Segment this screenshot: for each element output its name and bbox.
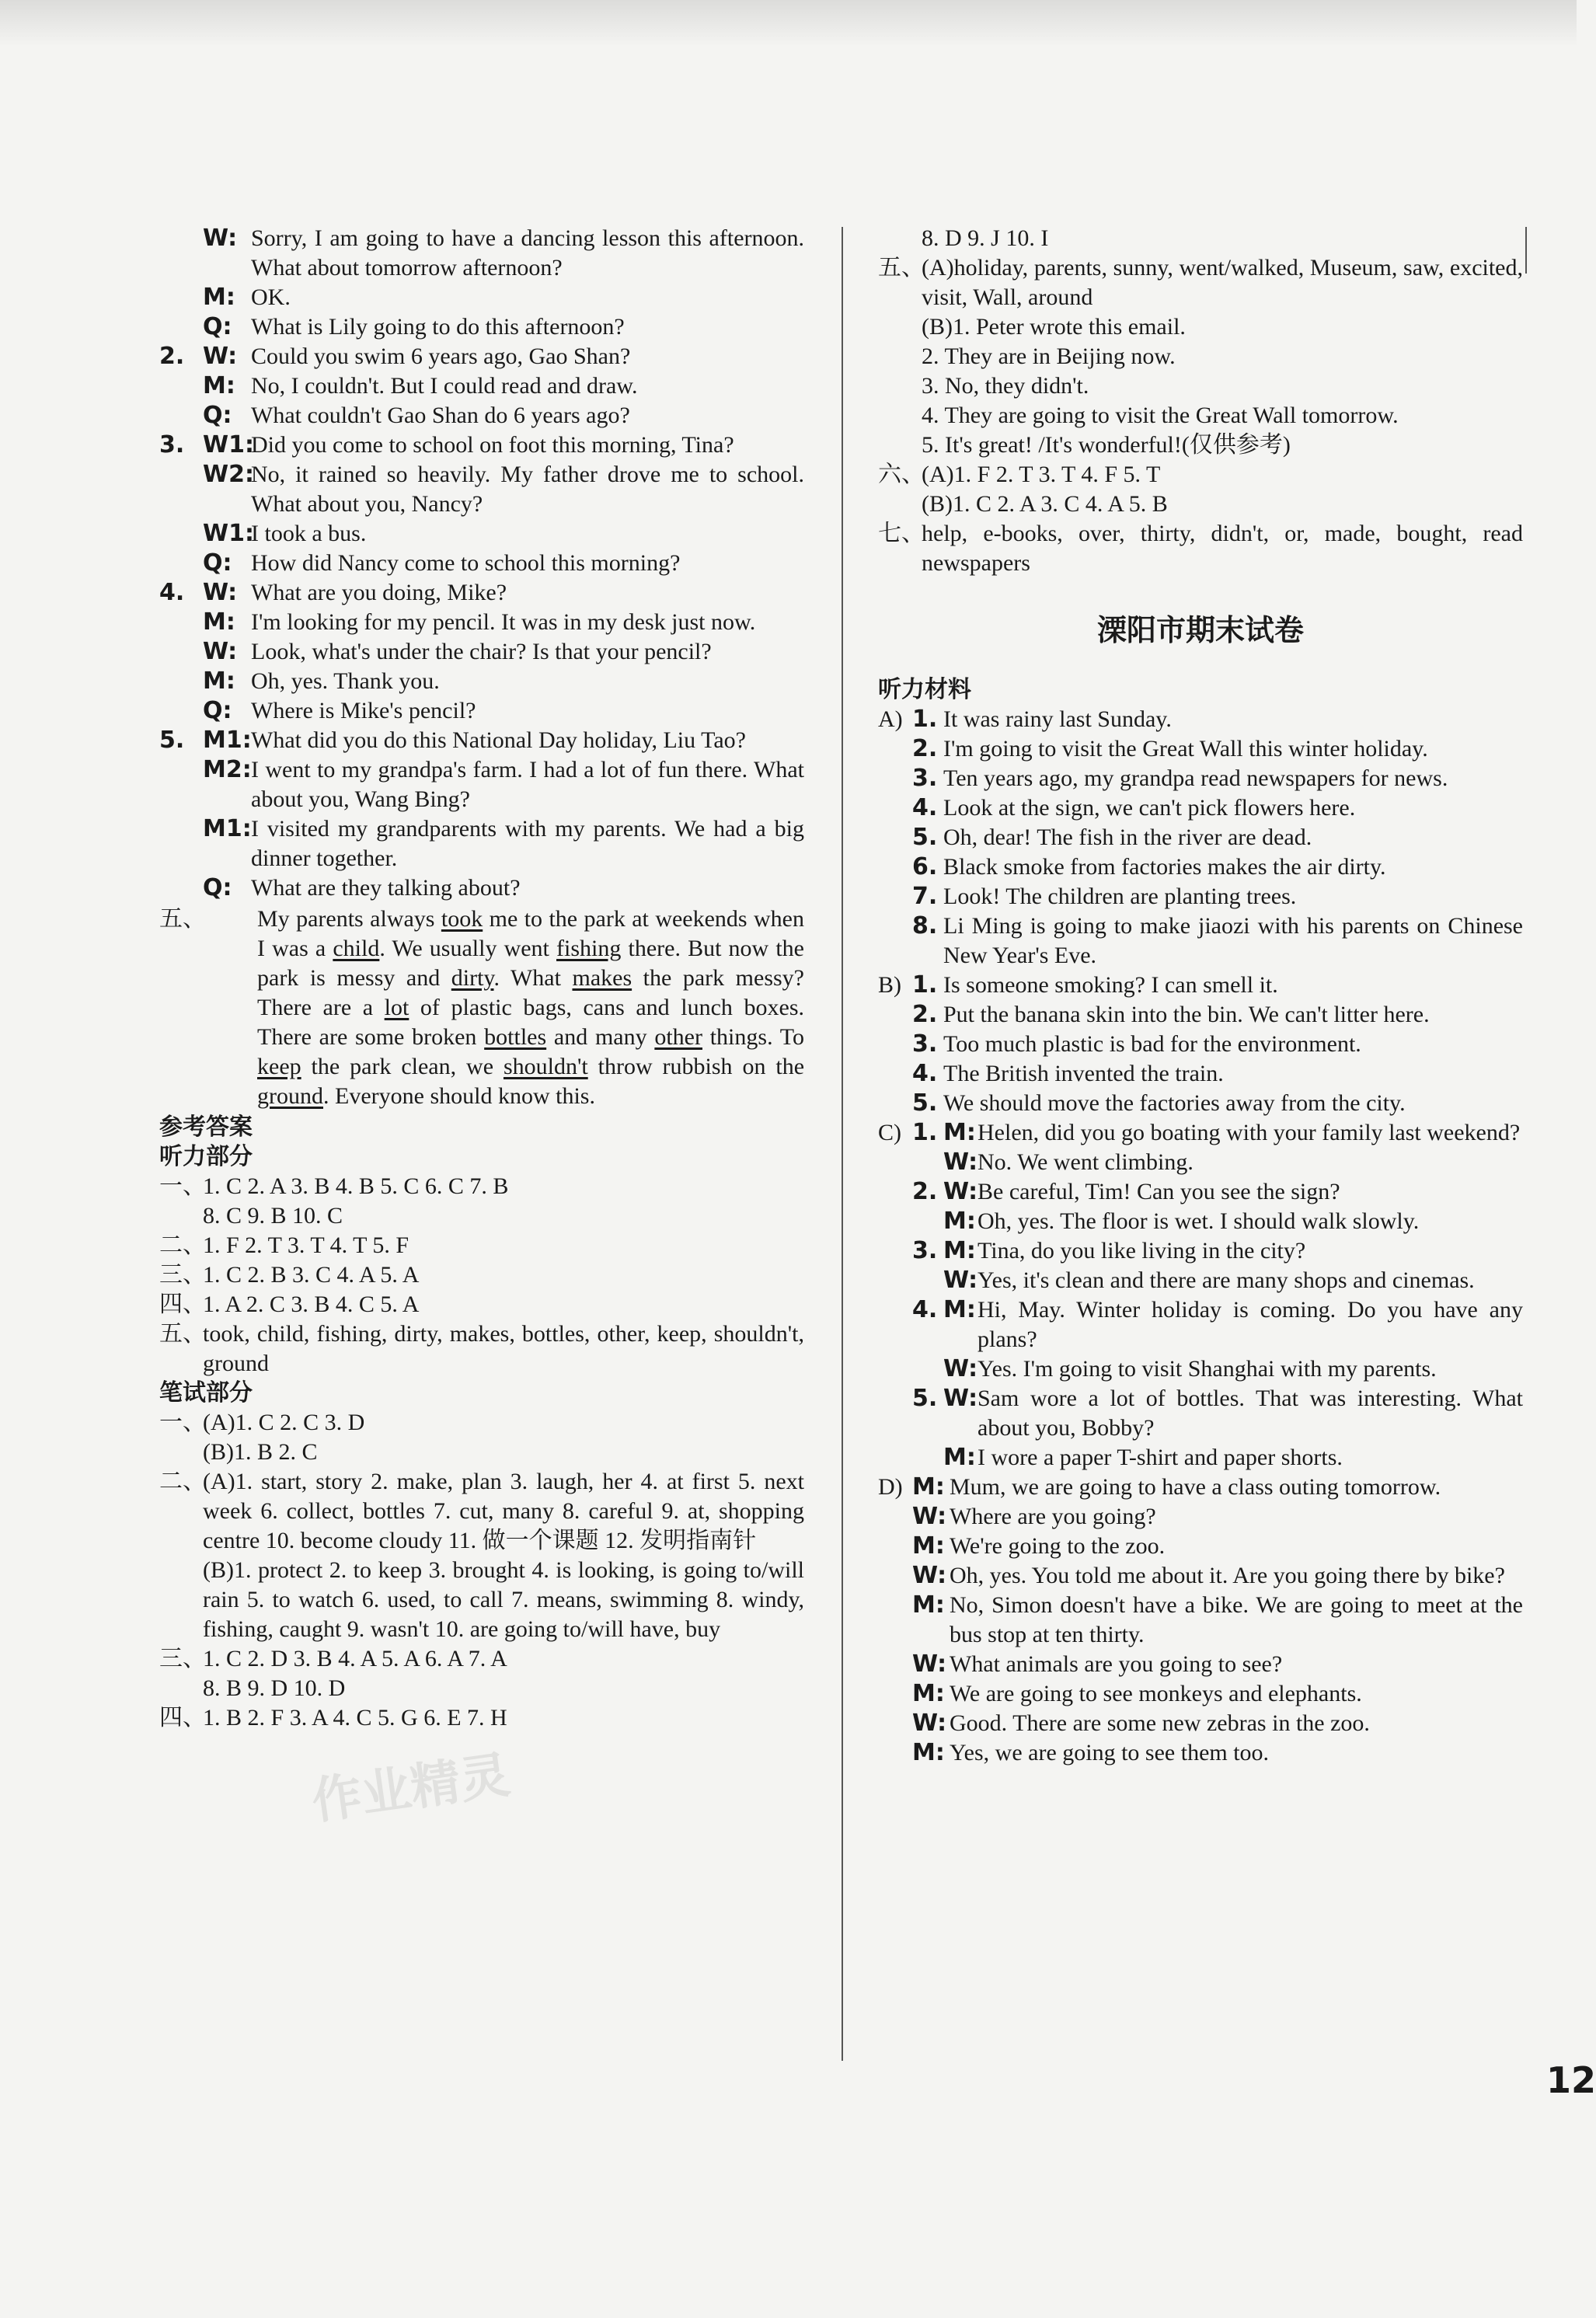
answer-line (878, 519, 1523, 578)
sentence-line (878, 734, 1523, 764)
item-number: 7. (912, 883, 938, 910)
item-number: 1. (912, 706, 938, 733)
sentence-line (878, 1059, 1523, 1089)
item-number: 5. (912, 1385, 938, 1412)
item-number: 1. (912, 971, 938, 999)
dialogue-line (159, 755, 804, 814)
section-title: 溧阳市期末试卷 (1096, 613, 1304, 647)
line-text: 8. B 9. D 10. D (203, 1675, 346, 1701)
item-number: 3. (912, 1030, 938, 1058)
passage-segment: . Everyone should know this. (323, 1083, 595, 1109)
passage-label: 五、 (159, 906, 206, 932)
line-text: No, I couldn't. But I could read and draw. (251, 373, 638, 399)
line-text: I visited my grandparents with my parents. We had a big dinner together. (251, 816, 804, 871)
line-text: What is Lily going to do this afternoon? (251, 314, 625, 340)
listening-dialogues-continued (159, 224, 804, 903)
page-top-shadow (0, 0, 1577, 47)
page-number: 12 (1546, 2059, 1596, 2101)
line-text: Look, what's under the chair? Is that your pencil? (251, 639, 712, 664)
speaker-label: W: (203, 225, 238, 252)
item-number: 4. (912, 1296, 938, 1323)
speaker-label: Q: (203, 402, 232, 429)
passage-segment: the park messy? There are a (257, 965, 804, 1020)
line-text: Good. There are some new zebras in the zoo. (950, 1710, 1370, 1736)
answer-line (878, 371, 1523, 401)
line-text: (B)1. B 2. C (203, 1439, 318, 1465)
line-text: Oh, yes. You told me about it. Are you going there by bike? (950, 1563, 1505, 1588)
sentence-line (878, 882, 1523, 912)
speaker-label: W1: (203, 520, 254, 547)
dialogue-line (878, 1679, 1523, 1709)
sentence-line (878, 1030, 1523, 1059)
line-text: Oh, dear! The fish in the river are dead. (943, 824, 1312, 850)
listening-part-title: 听力部分 (159, 1143, 253, 1170)
line-text: 8. D 9. J 10. I (922, 225, 1049, 251)
speaker-label: W: (943, 1385, 978, 1412)
sentence-line (878, 912, 1523, 971)
dialogue-line (159, 726, 804, 755)
line-text: Helen, did you go boating with your family last weekend? (977, 1120, 1521, 1145)
dialogue-line (878, 1443, 1523, 1473)
dialogue-line (878, 1561, 1523, 1591)
item-number: 1. (912, 1119, 938, 1146)
dialogue-line (878, 1177, 1523, 1207)
question-group-label: 六、 (878, 462, 925, 487)
answers-title: 参考答案 (159, 1114, 253, 1141)
line-text: We should move the factories away from the city. (943, 1090, 1406, 1116)
line-text: We're going to the zoo. (950, 1533, 1166, 1559)
item-number: 3. (159, 431, 185, 458)
answer-line (159, 1260, 804, 1290)
answer-line (159, 1644, 804, 1674)
item-number: 5. (912, 1089, 938, 1117)
question-group-label: 五、 (878, 255, 925, 281)
item-number: 6. (912, 853, 938, 880)
answers-continued (878, 224, 1523, 578)
line-text: (B)1. C 2. A 3. C 4. A 5. B (922, 491, 1168, 517)
speaker-label: W: (943, 1178, 978, 1205)
line-text: Too much plastic is bad for the environment. (943, 1031, 1361, 1057)
line-text: What animals are you going to see? (950, 1651, 1283, 1677)
question-group-label: 一、 (159, 1410, 206, 1435)
dialogue-line (159, 873, 804, 903)
answer-line (878, 430, 1523, 460)
item-number: 4. (912, 1060, 938, 1087)
speaker-label: M: (912, 1591, 945, 1619)
line-text: Black smoke from factories makes the air dirty. (943, 854, 1386, 880)
item-number: 2. (912, 1001, 938, 1028)
item-number: 5. (159, 727, 185, 754)
speaker-label: W: (943, 1355, 978, 1382)
part-label: D) (878, 1474, 903, 1500)
dialogue-line (159, 342, 804, 371)
dialogue-line (159, 371, 804, 401)
answer-word: makes (572, 965, 632, 991)
sentence-line (878, 705, 1523, 734)
listening-answers (159, 1172, 804, 1379)
line-text: I wore a paper T-shirt and paper shorts. (977, 1445, 1343, 1470)
answer-line (159, 1467, 804, 1556)
answer-line (878, 460, 1523, 490)
speaker-label: W: (912, 1562, 947, 1589)
speaker-label: M2: (203, 756, 252, 783)
dialogue-line (159, 460, 804, 519)
answer-line (878, 312, 1523, 342)
line-text: I'm looking for my pencil. It was in my desk just now. (251, 609, 756, 635)
line-text: Yes. I'm going to visit Shanghai with my parents. (977, 1356, 1437, 1382)
dialogue-line (159, 283, 804, 312)
line-text: 1. C 2. A 3. B 4. B 5. C 6. C 7. B (203, 1173, 509, 1199)
speaker-label: W: (912, 1503, 947, 1530)
line-text: Oh, yes. The floor is wet. I should walk slowly. (977, 1208, 1420, 1234)
speaker-label: M: (943, 1208, 976, 1235)
part-label: A) (878, 706, 903, 732)
question-group-label: 三、 (159, 1646, 206, 1671)
line-text: What are you doing, Mike? (251, 580, 507, 605)
written-answers (159, 1408, 804, 1733)
passage-segment: . We usually went (379, 936, 557, 961)
part-label: C) (878, 1120, 901, 1145)
answer-line (159, 1674, 804, 1703)
item-number: 2. (159, 343, 185, 370)
line-text: 3. No, they didn't. (922, 373, 1089, 399)
speaker-label: M: (203, 372, 235, 399)
dialogue-line (878, 1148, 1523, 1177)
passage-segment: of plastic bags, cans and lunch boxes. There are some broken (257, 995, 804, 1050)
written-part-title: 笔试部分 (159, 1379, 253, 1406)
passage-paragraph (159, 905, 804, 1111)
line-text: Sorry, I am going to have a dancing lesson this afternoon. What about tomorrow afternoon? (251, 225, 804, 281)
line-text: What couldn't Gao Shan do 6 years ago? (251, 403, 630, 428)
answer-word: lot (384, 995, 409, 1020)
line-text: Mum, we are going to have a class outing tomorrow. (950, 1474, 1441, 1500)
line-text: (B)1. protect 2. to keep 3. brought 4. is looking, is going to/will rain 5. to watch 6. used, to call 7. means, swimming 8. windy, fishing, caught 9. wasn't 10. are going to/will have, buy (203, 1557, 804, 1642)
line-text: We are going to see monkeys and elephants. (950, 1681, 1362, 1706)
line-text: Look! The children are planting trees. (943, 884, 1297, 909)
sentence-line (878, 971, 1523, 1000)
answer-word: keep (257, 1054, 301, 1079)
item-number: 3. (912, 1237, 938, 1264)
line-text: Where is Mike's pencil? (251, 698, 476, 723)
speaker-label: W: (203, 343, 238, 370)
line-text: Be careful, Tim! Can you see the sign? (977, 1179, 1340, 1204)
dialogue-line (878, 1384, 1523, 1443)
dialogue-line (878, 1502, 1523, 1532)
passage-segment: . What (493, 965, 573, 991)
column-divider (842, 227, 843, 2061)
speaker-label: W1: (203, 431, 254, 458)
part-c-dialogues (878, 1118, 1523, 1473)
item-number: 5. (912, 824, 938, 851)
dialogue-line (159, 578, 804, 608)
speaker-label: W: (943, 1149, 978, 1176)
dialogue-line (878, 1354, 1523, 1384)
speaker-label: M: (943, 1444, 976, 1471)
answer-word: other (654, 1024, 702, 1050)
speaker-label: W: (912, 1650, 947, 1678)
answer-word: dirty (451, 965, 494, 991)
line-text: No, it rained so heavily. My father drove me to school. What about you, Nancy? (251, 462, 804, 517)
line-text: Hi, May. Winter holiday is coming. Do you have any plans? (977, 1297, 1523, 1352)
line-text: 1. A 2. C 3. B 4. C 5. A (203, 1291, 420, 1317)
answer-line (878, 490, 1523, 519)
watermark: 作业精灵 (308, 1746, 514, 1832)
answer-line (878, 342, 1523, 371)
answer-line (159, 1703, 804, 1733)
sentence-line (878, 1089, 1523, 1118)
line-text: Look at the sign, we can't pick flowers here. (943, 795, 1356, 821)
part-d-dialogue (878, 1473, 1523, 1768)
question-group-label: 一、 (159, 1173, 206, 1199)
speaker-label: M1: (203, 727, 252, 754)
line-text: 1. C 2. B 3. C 4. A 5. A (203, 1262, 420, 1288)
item-number: 2. (912, 1178, 938, 1205)
answer-line (159, 1172, 804, 1201)
dialogue-line (878, 1266, 1523, 1295)
answer-word: fishing (556, 936, 622, 961)
line-text: 8. C 9. B 10. C (203, 1203, 343, 1229)
line-text: OK. (251, 284, 291, 310)
right-column (878, 224, 1523, 1768)
passage-segment: me to the park at weekends when I was a (257, 906, 804, 961)
dialogue-line (878, 1295, 1523, 1354)
line-text: Tina, do you like living in the city? (977, 1238, 1306, 1264)
speaker-label: M: (943, 1119, 976, 1146)
line-text: 1. B 2. F 3. A 4. C 5. G 6. E 7. H (203, 1705, 507, 1731)
line-text: took, child, fishing, dirty, makes, bottles, other, keep, shouldn't, ground (203, 1321, 804, 1376)
dialogue-line (159, 430, 804, 460)
question-group-label: 二、 (159, 1469, 206, 1494)
line-text: (A)1. start, story 2. make, plan 3. laugh, her 4. at first 5. next week 6. collect, bottles 7. cut, many 8. careful 9. at, shopping centre 10. become cloudy 11. 做一个课题 12. 发明指南针 (203, 1469, 804, 1553)
sentence-line (878, 852, 1523, 882)
dialogue-line (159, 312, 804, 342)
dialogue-line (159, 224, 804, 283)
question-group-label: 五、 (159, 1321, 206, 1347)
line-text: I'm going to visit the Great Wall this winter holiday. (943, 736, 1428, 762)
passage-segment: and many (546, 1024, 655, 1050)
left-column (159, 224, 804, 1733)
sentence-line (878, 823, 1523, 852)
speaker-label: Q: (203, 874, 232, 901)
speaker-label: M: (912, 1680, 945, 1707)
line-text: What did you do this National Day holiday, Liu Tao? (251, 727, 746, 753)
line-text: (B)1. Peter wrote this email. (922, 314, 1186, 340)
question-group-label: 二、 (159, 1232, 206, 1258)
item-number: 3. (912, 765, 938, 792)
passage-segment: the park clean, we (301, 1054, 504, 1079)
speaker-label: Q: (203, 549, 232, 577)
line-text: 1. F 2. T 3. T 4. T 5. F (203, 1232, 409, 1258)
line-text: Yes, it's clean and there are many shops and cinemas. (977, 1267, 1475, 1293)
question-group-label: 四、 (159, 1291, 206, 1317)
sentence-line (878, 1000, 1523, 1030)
speaker-label: M: (912, 1739, 945, 1766)
answer-line (159, 1231, 804, 1260)
line-text: Ten years ago, my grandpa read newspapers for news. (943, 765, 1448, 791)
line-text: No. We went climbing. (977, 1149, 1194, 1175)
answer-line (159, 1438, 804, 1467)
dialogue-line (159, 667, 804, 696)
line-text: 4. They are going to visit the Great Wall tomorrow. (922, 403, 1399, 428)
line-text: How did Nancy come to school this morning? (251, 550, 681, 576)
passage-segment: My parents always (257, 906, 441, 932)
question-group-label: 七、 (878, 521, 925, 546)
speaker-label: W2: (203, 461, 254, 488)
line-text: Sam wore a lot of bottles. That was interesting. What about you, Bobby? (977, 1386, 1523, 1441)
listening-material-title: 听力材料 (878, 676, 971, 703)
answer-word: shouldn't (503, 1054, 588, 1079)
dialogue-line (878, 1650, 1523, 1679)
line-text: (A)holiday, parents, sunny, went/walked, Museum, saw, excited, visit, Wall, around (922, 255, 1523, 310)
dialogue-line (159, 637, 804, 667)
answer-word: took (441, 906, 483, 932)
answer-word: ground (257, 1083, 323, 1109)
answer-line (159, 1408, 804, 1438)
line-text: Li Ming is going to make jiaozi with his parents on Chinese New Year's Eve. (943, 913, 1523, 968)
line-text: I took a bus. (251, 521, 367, 546)
line-text: Did you come to school on foot this morning, Tina? (251, 432, 734, 458)
passage-segment: throw rubbish on the (587, 1054, 805, 1079)
line-text: I went to my grandpa's farm. I had a lot of fun there. What about you, Wang Bing? (251, 757, 804, 812)
answer-line (878, 401, 1523, 430)
dialogue-line (159, 549, 804, 578)
passage-text (257, 905, 804, 1111)
speaker-label: Q: (203, 313, 232, 340)
line-text: 2. They are in Beijing now. (922, 343, 1176, 369)
line-text: (A)1. F 2. T 3. T 4. F 5. T (922, 462, 1161, 487)
line-text: Put the banana skin into the bin. We can't litter here. (943, 1002, 1430, 1027)
answer-line (159, 1319, 804, 1379)
speaker-label: W: (943, 1267, 978, 1294)
item-number: 8. (912, 912, 938, 939)
right-edge-rule (1525, 227, 1527, 274)
line-text: Yes, we are going to see them too. (950, 1740, 1270, 1766)
line-text: 1. C 2. D 3. B 4. A 5. A 6. A 7. A (203, 1646, 507, 1671)
part-a-sentences (878, 705, 1523, 971)
speaker-label: M: (203, 608, 235, 636)
item-number: 4. (912, 794, 938, 821)
question-group-label: 四、 (159, 1705, 206, 1731)
line-text: Oh, yes. Thank you. (251, 668, 440, 694)
line-text: Could you swim 6 years ago, Gao Shan? (251, 343, 631, 369)
dialogue-line (878, 1118, 1523, 1148)
dialogue-line (878, 1236, 1523, 1266)
speaker-label: M: (203, 668, 235, 695)
line-text: help, e-books, over, thirty, didn't, or, made, bought, read newspapers (922, 521, 1523, 576)
line-text: 5. It's great! /It's wonderful!(仅供参考) (922, 432, 1291, 458)
speaker-label: M: (912, 1473, 945, 1501)
dialogue-line (878, 1738, 1523, 1768)
dialogue-line (878, 1473, 1523, 1502)
answer-line (159, 1290, 804, 1319)
answer-line (159, 1556, 804, 1644)
speaker-label: Q: (203, 697, 232, 724)
dialogue-line (878, 1532, 1523, 1561)
passage-segment: things. To (702, 1024, 804, 1050)
line-text: The British invented the train. (943, 1061, 1224, 1086)
speaker-label: W: (203, 579, 238, 606)
line-text: (A)1. C 2. C 3. D (203, 1410, 365, 1435)
part-label: B) (878, 972, 901, 998)
item-number: 2. (912, 735, 938, 762)
speaker-label: W: (912, 1710, 947, 1737)
sentence-line (878, 793, 1523, 823)
answer-line (878, 253, 1523, 312)
question-group-label: 三、 (159, 1262, 206, 1288)
line-text: What are they talking about? (251, 875, 521, 901)
part-b-sentences (878, 971, 1523, 1118)
dialogue-line (878, 1591, 1523, 1650)
dialogue-line (159, 519, 804, 549)
line-text: It was rainy last Sunday. (943, 706, 1172, 732)
dialogue-line (159, 401, 804, 430)
speaker-label: M: (203, 284, 235, 311)
answer-word: child (333, 936, 380, 961)
answer-word: bottles (484, 1024, 547, 1050)
answer-line (159, 1201, 804, 1231)
speaker-label: M: (943, 1237, 976, 1264)
sentence-line (878, 764, 1523, 793)
speaker-label: W: (203, 638, 238, 665)
speaker-label: M: (912, 1532, 945, 1560)
dialogue-line (159, 814, 804, 873)
answer-line (878, 224, 1523, 253)
line-text: No, Simon doesn't have a bike. We are going to meet at the bus stop at ten thirty. (950, 1592, 1523, 1647)
item-number: 4. (159, 579, 185, 606)
dialogue-line (159, 696, 804, 726)
dialogue-line (878, 1709, 1523, 1738)
line-text: Is someone smoking? I can smell it. (943, 972, 1278, 998)
line-text: Where are you going? (950, 1504, 1156, 1529)
speaker-label: M: (943, 1296, 976, 1323)
passage-segment: there. But now the park is messy and (257, 936, 804, 991)
dialogue-line (878, 1207, 1523, 1236)
speaker-label: M1: (203, 815, 252, 842)
dialogue-line (159, 608, 804, 637)
